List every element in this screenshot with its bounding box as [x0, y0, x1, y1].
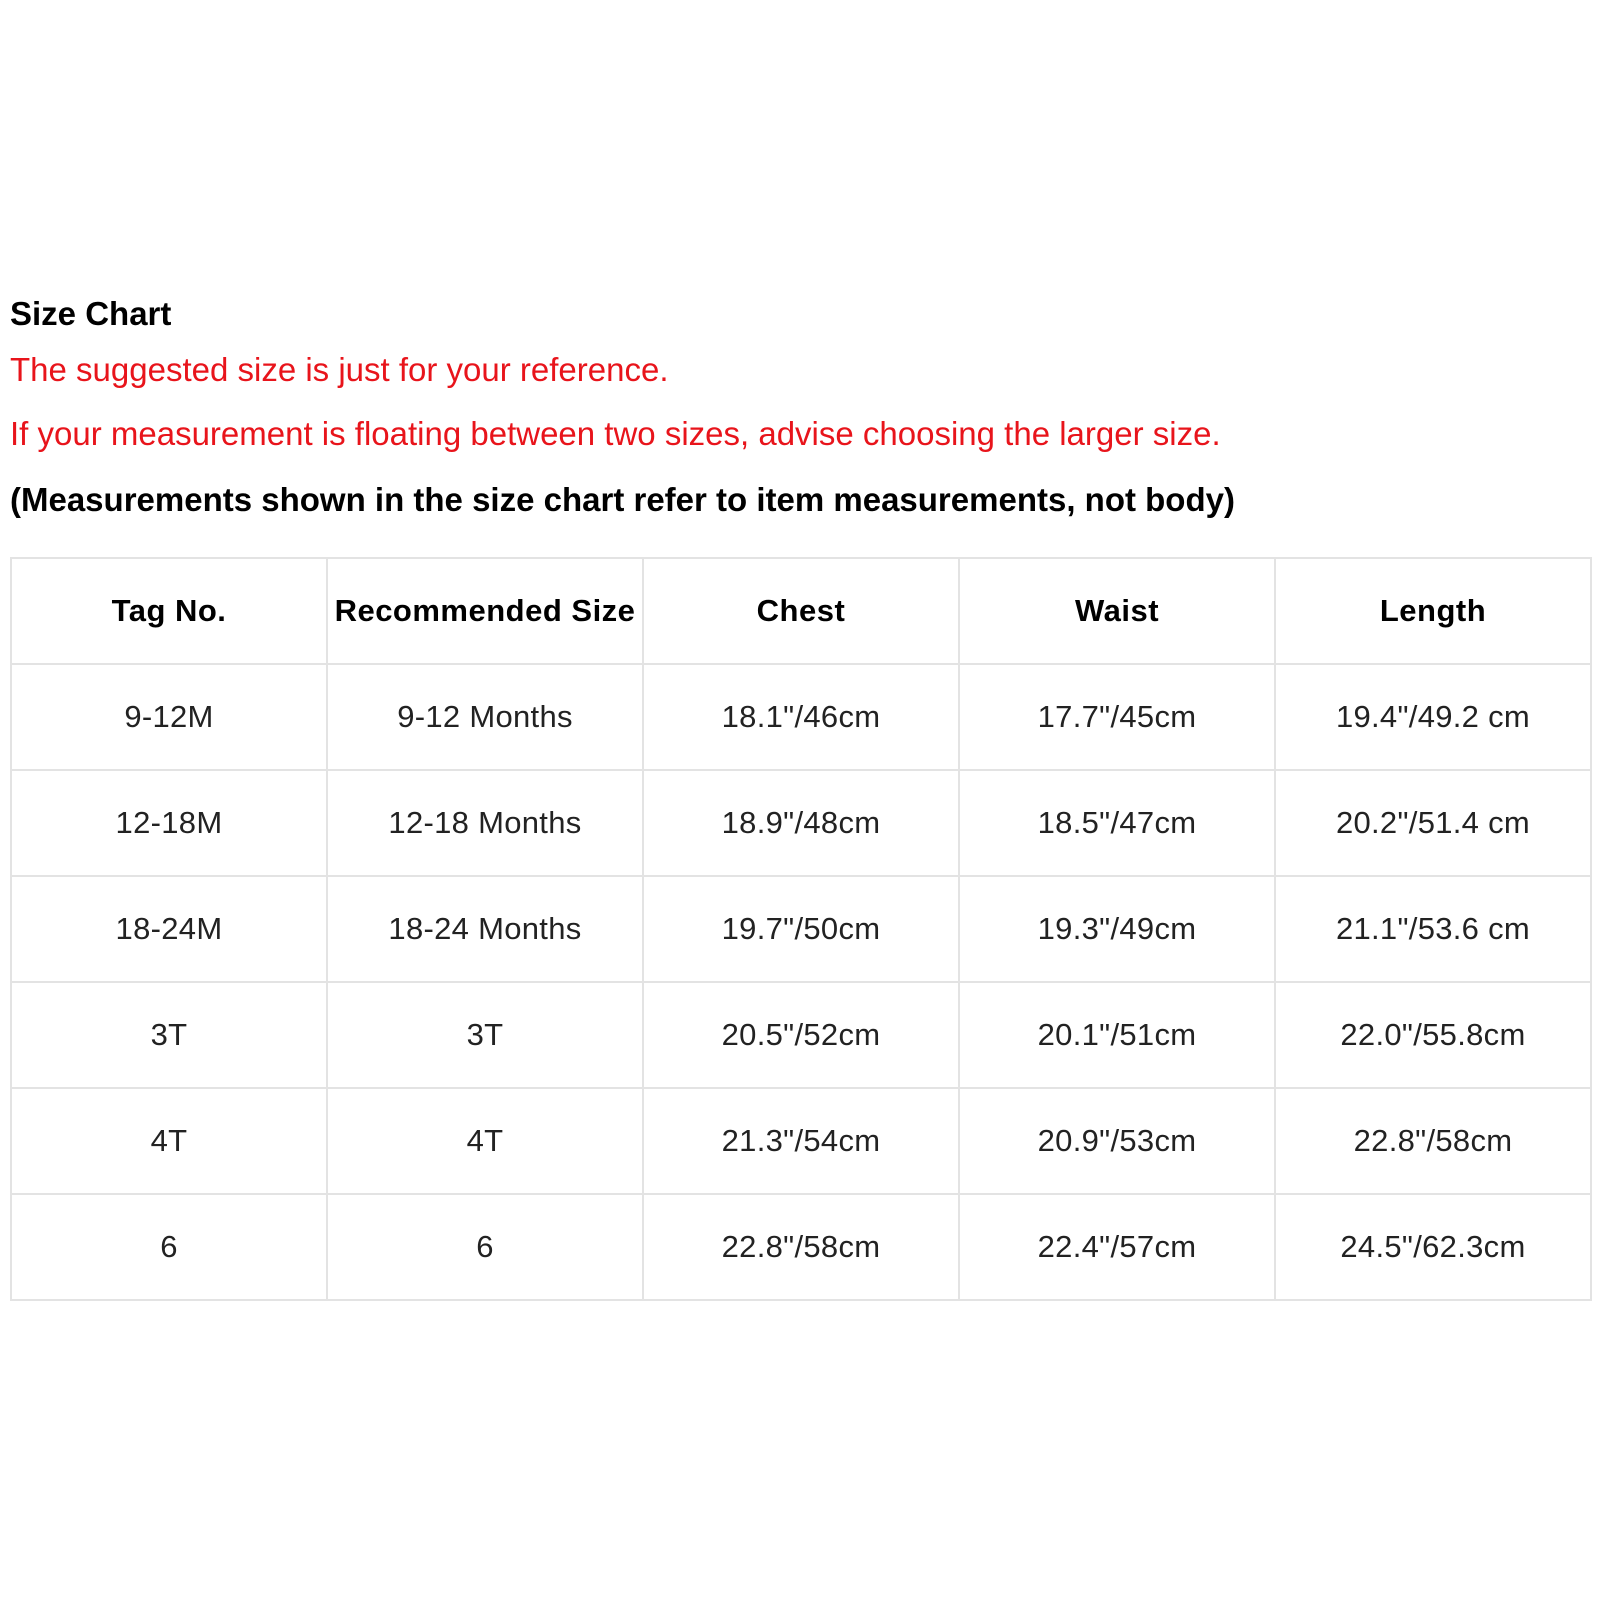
cell-length: 22.0"/55.8cm	[1275, 982, 1591, 1088]
cell-length: 22.8"/58cm	[1275, 1088, 1591, 1194]
table-row	[11, 1194, 1591, 1300]
cell-chest: 18.9"/48cm	[643, 770, 959, 876]
table-row	[11, 1088, 1591, 1194]
cell-waist: 20.1"/51cm	[959, 982, 1275, 1088]
table-row	[11, 876, 1591, 982]
cell-recommended-size: 3T	[327, 982, 643, 1088]
page-title: Size Chart	[10, 295, 172, 332]
cell-recommended-size: 6	[327, 1194, 643, 1300]
size-table	[10, 557, 1592, 1301]
cell-length: 19.4"/49.2 cm	[1275, 664, 1591, 770]
cell-recommended-size: 18-24 Months	[327, 876, 643, 982]
cell-length: 20.2"/51.4 cm	[1275, 770, 1591, 876]
cell-tag-no: 18-24M	[11, 876, 327, 982]
header-recommended-size: Recommended Size	[327, 558, 643, 664]
header-tag-no: Tag No.	[11, 558, 327, 664]
cell-chest: 18.1"/46cm	[643, 664, 959, 770]
cell-tag-no: 12-18M	[11, 770, 327, 876]
measurement-disclaimer: (Measurements shown in the size chart refer to item measurements, not body)	[10, 481, 1235, 518]
cell-tag-no: 9-12M	[11, 664, 327, 770]
cell-recommended-size: 12-18 Months	[327, 770, 643, 876]
cell-waist: 19.3"/49cm	[959, 876, 1275, 982]
sizing-advice-note: If your measurement is floating between two sizes, advise choosing the larger size.	[10, 415, 1221, 452]
header-length: Length	[1275, 558, 1591, 664]
cell-waist: 18.5"/47cm	[959, 770, 1275, 876]
cell-tag-no: 3T	[11, 982, 327, 1088]
cell-chest: 20.5"/52cm	[643, 982, 959, 1088]
table-header-row	[11, 558, 1591, 664]
table-row	[11, 770, 1591, 876]
reference-note: The suggested size is just for your reference.	[10, 351, 669, 388]
cell-length: 21.1"/53.6 cm	[1275, 876, 1591, 982]
cell-chest: 21.3"/54cm	[643, 1088, 959, 1194]
cell-recommended-size: 9-12 Months	[327, 664, 643, 770]
cell-tag-no: 6	[11, 1194, 327, 1300]
table-row	[11, 664, 1591, 770]
cell-length: 24.5"/62.3cm	[1275, 1194, 1591, 1300]
cell-waist: 20.9"/53cm	[959, 1088, 1275, 1194]
header-chest: Chest	[643, 558, 959, 664]
cell-tag-no: 4T	[11, 1088, 327, 1194]
cell-chest: 19.7"/50cm	[643, 876, 959, 982]
cell-chest: 22.8"/58cm	[643, 1194, 959, 1300]
header-waist: Waist	[959, 558, 1275, 664]
cell-waist: 22.4"/57cm	[959, 1194, 1275, 1300]
table-row	[11, 982, 1591, 1088]
size-chart-heading-block	[10, 290, 1590, 532]
cell-waist: 17.7"/45cm	[959, 664, 1275, 770]
cell-recommended-size: 4T	[327, 1088, 643, 1194]
